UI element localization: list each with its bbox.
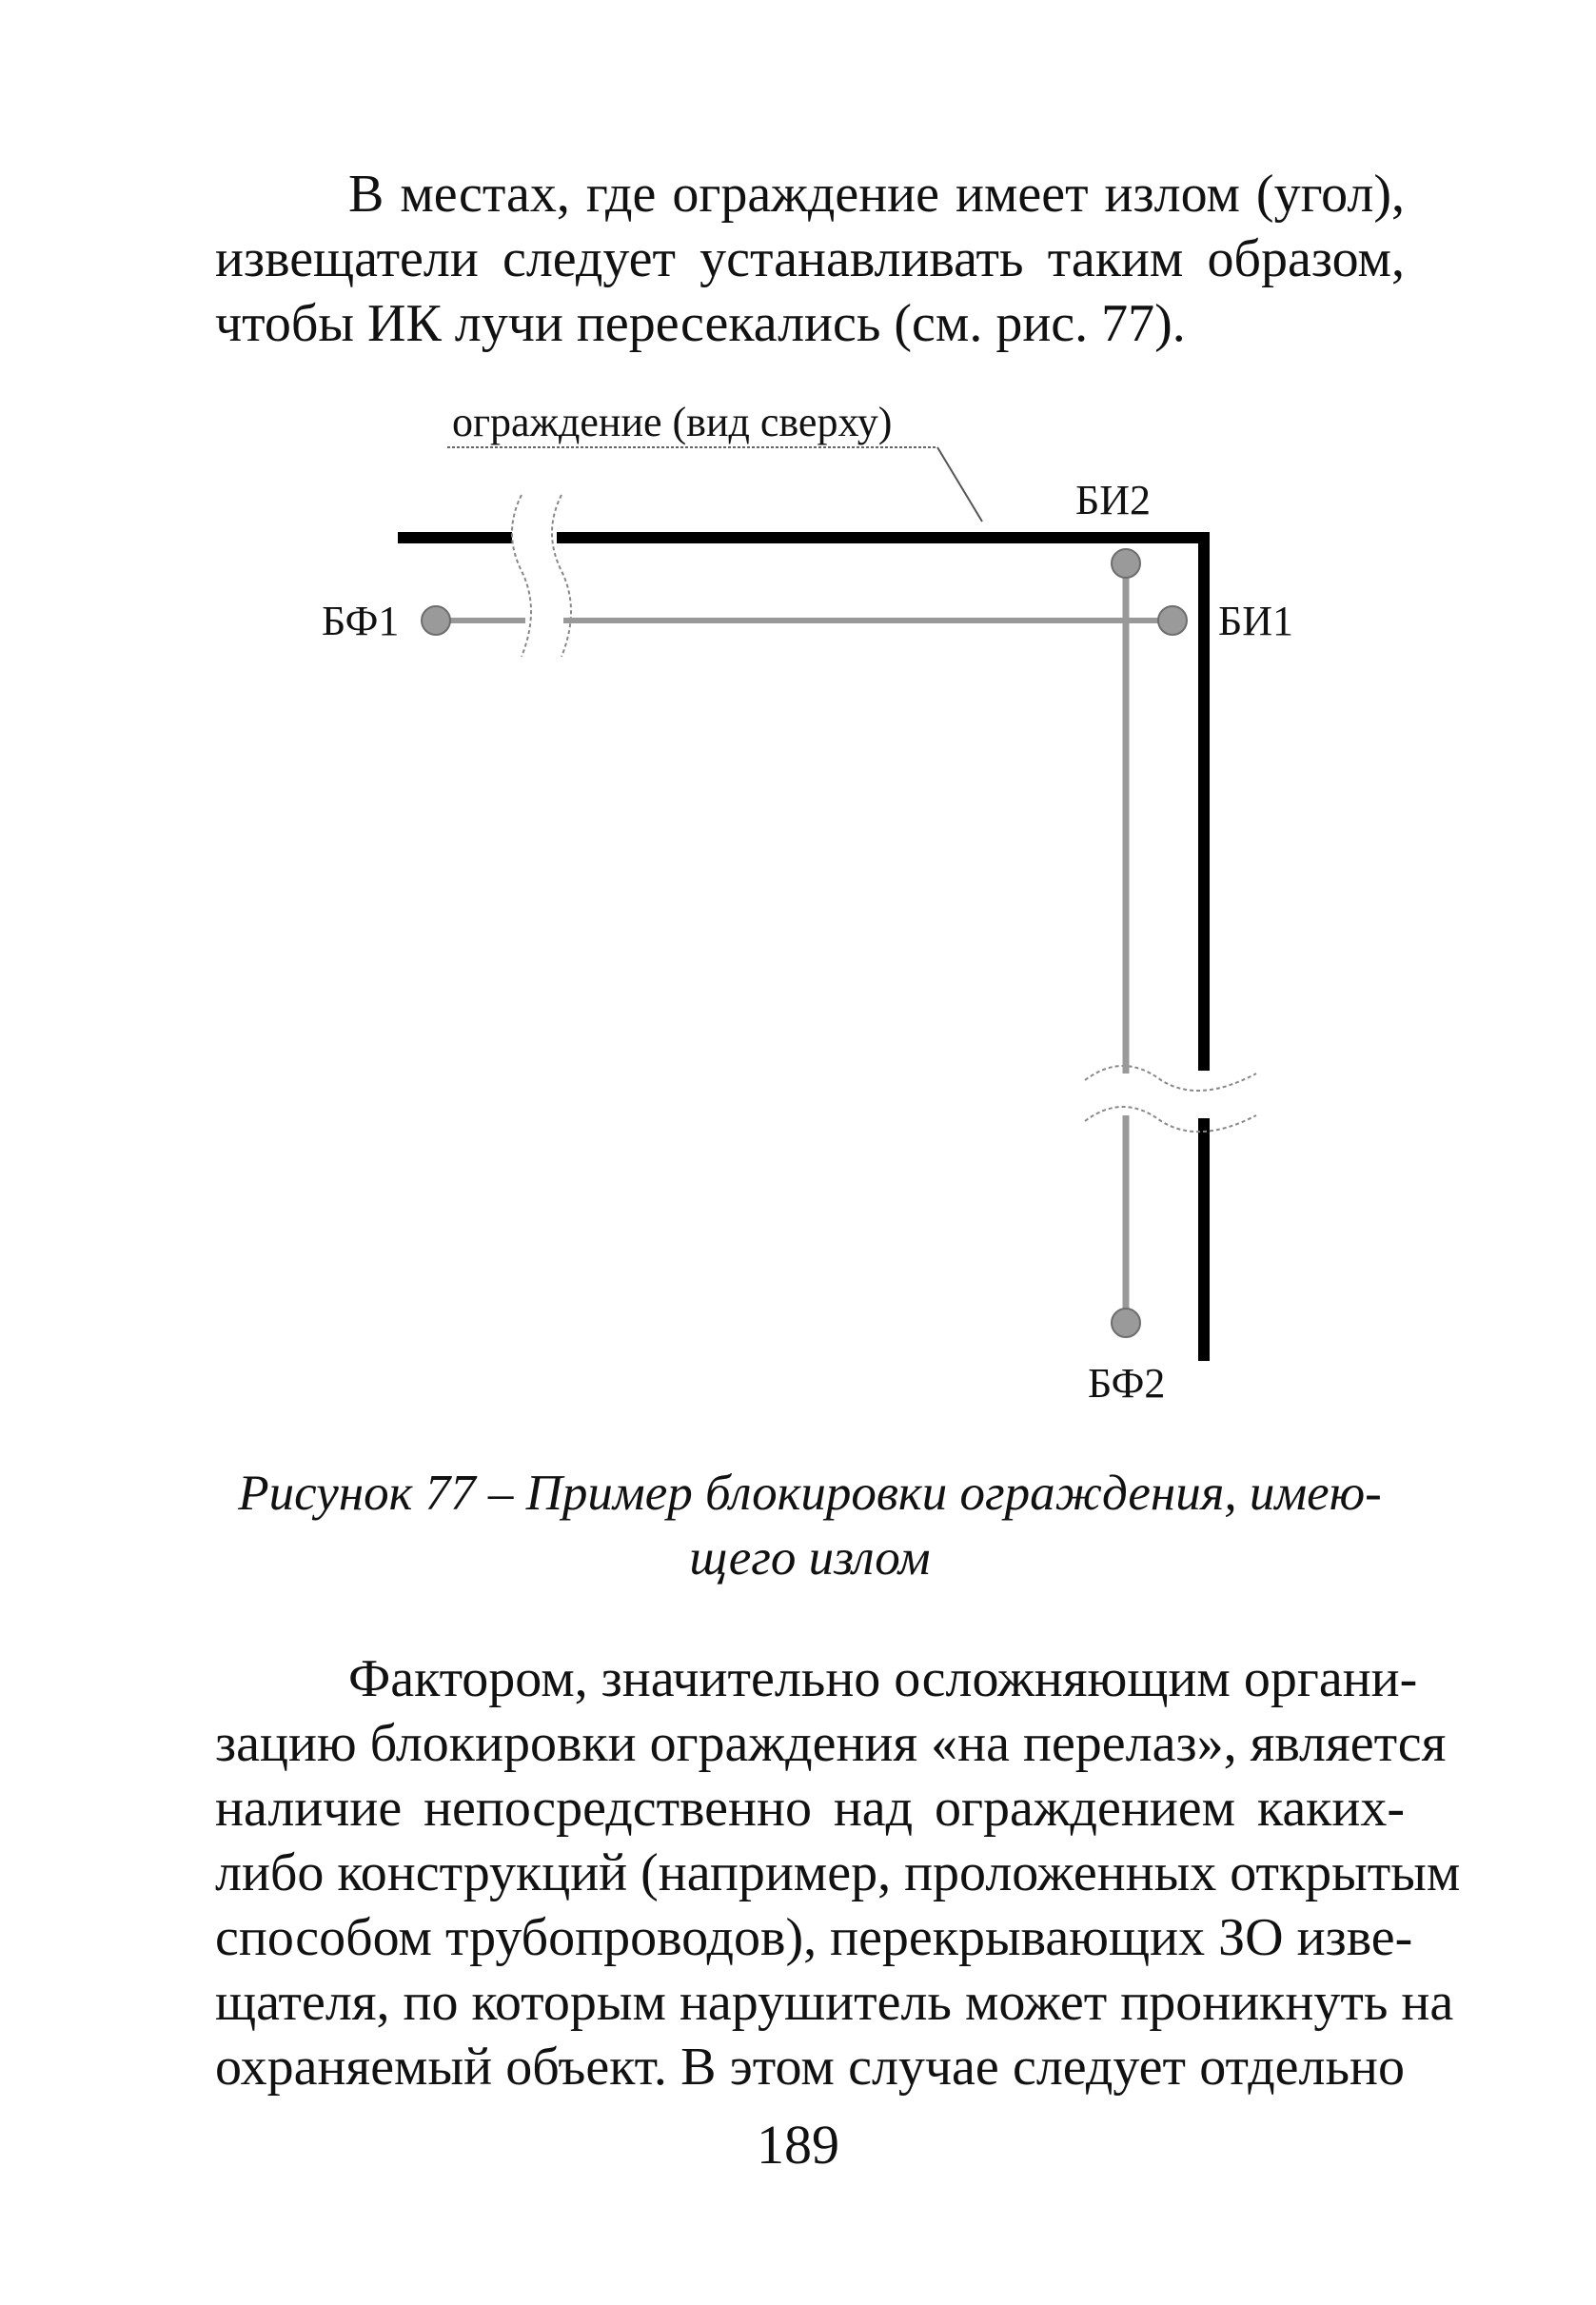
break-mark	[512, 495, 531, 657]
break-mark	[1085, 1107, 1256, 1132]
label-bf2: БФ2	[1088, 1360, 1166, 1407]
caption-line: Рисунок 77 – Пример блокировки ограждения, имею-	[238, 1466, 1382, 1521]
page-number: 189	[757, 2114, 839, 2176]
paragraph-line: извещатели следует устанавливать таким образом,	[215, 229, 1405, 288]
label-bf1: БФ1	[322, 598, 400, 644]
paragraph-line: Фактором, значительно осложняющим органи-	[348, 1649, 1418, 1708]
break-mark	[1085, 1066, 1256, 1091]
transmitter-bf2-icon	[1112, 1309, 1140, 1337]
transmitter-bf1-icon	[422, 606, 450, 635]
receiver-bi1-icon	[1158, 606, 1187, 635]
body-paragraph	[215, 1646, 1461, 2099]
fence-label-leader	[937, 447, 982, 522]
receiver-bi2-icon	[1112, 549, 1140, 578]
caption-line: щего излом	[689, 1530, 931, 1586]
fence-label: ограждение (вид сверху)	[452, 399, 893, 445]
figure-caption	[215, 1461, 1405, 1590]
paragraph-line: чтобы ИК лучи пересекались (см. рис. 77).	[215, 294, 1186, 353]
label-bi1: БИ1	[1218, 598, 1294, 644]
paragraph-line: наличие непосредственно над ограждением каких-	[215, 1779, 1405, 1838]
label-bi2: БИ2	[1075, 477, 1152, 523]
paragraph-line: В местах, где ограждение имеет излом (угол),	[348, 165, 1405, 224]
break-mark	[552, 495, 571, 657]
paragraph-line: либо конструкций (например, проложенных открытым	[215, 1843, 1461, 1902]
paragraph-line: способом трубопроводов), перекрывающих ЗО изве-	[215, 1908, 1413, 1967]
paragraph-line: охраняемый объект. В этом случае следует отдельно	[215, 2038, 1405, 2097]
paragraph-line: зацию блокировки ограждения «на перелаз», является	[215, 1714, 1447, 1773]
paragraph-line: щателя, по которым нарушитель может проникнуть на	[215, 1973, 1454, 2032]
